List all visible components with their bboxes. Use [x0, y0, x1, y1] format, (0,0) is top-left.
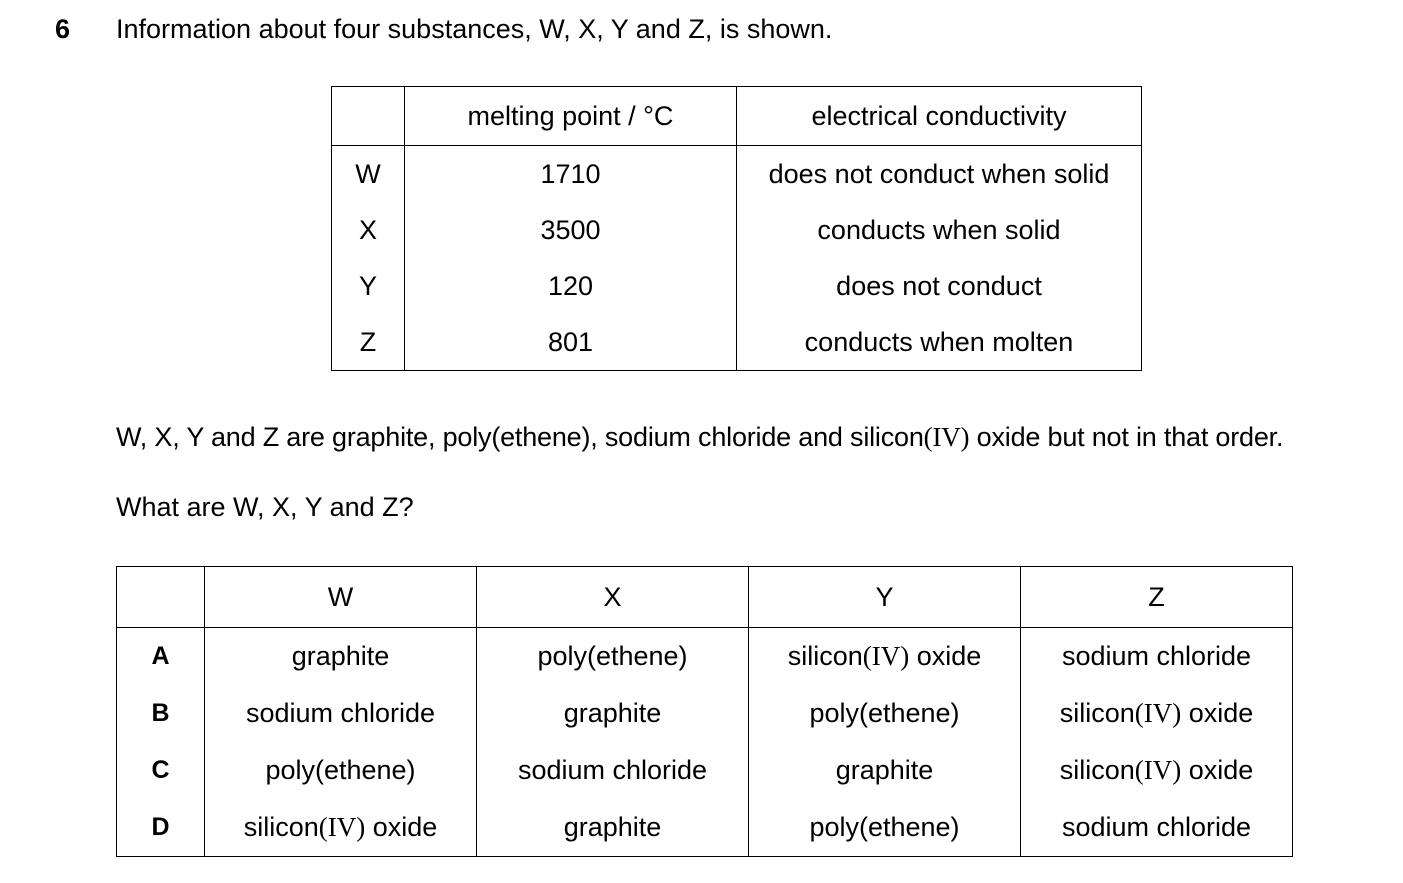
roman-numeral: (IV)	[1134, 755, 1182, 785]
melting-point-cell: 3500	[405, 202, 737, 258]
header-x: X	[477, 567, 749, 628]
cell-text: oxide	[909, 641, 982, 671]
header-blank	[117, 567, 205, 628]
option-cell: sodium chloride	[477, 742, 749, 799]
option-cell: sodium chloride	[1021, 628, 1293, 686]
table-row	[332, 146, 1142, 203]
substance-cell: Z	[332, 314, 405, 371]
question-number: 6	[55, 14, 71, 44]
option-cell: poly(ethene)	[477, 628, 749, 686]
option-cell: poly(ethene)	[205, 742, 477, 799]
conductivity-cell: conducts when molten	[737, 314, 1142, 371]
roman-numeral: (IV)	[862, 641, 910, 671]
cell-text: oxide	[365, 812, 438, 842]
option-cell: graphite	[205, 628, 477, 686]
question-statement	[116, 422, 1283, 453]
option-row-d[interactable]	[117, 799, 1293, 857]
table-row	[332, 314, 1142, 371]
cell-text: oxide	[1181, 698, 1254, 728]
cell-text: silicon	[1059, 755, 1135, 785]
option-key[interactable]: C	[117, 742, 205, 799]
substance-cell: W	[332, 146, 405, 203]
table-header-row	[332, 87, 1142, 146]
cell-text: silicon	[243, 812, 319, 842]
melting-point-cell: 1710	[405, 146, 737, 203]
option-cell	[1021, 742, 1293, 799]
properties-table	[331, 86, 1142, 371]
option-row-a[interactable]	[117, 628, 1293, 686]
substance-cell: Y	[332, 258, 405, 314]
conductivity-cell: does not conduct	[737, 258, 1142, 314]
roman-numeral: (IV)	[318, 812, 366, 842]
substance-cell: X	[332, 202, 405, 258]
header-blank	[332, 87, 405, 146]
conductivity-cell: conducts when solid	[737, 202, 1142, 258]
melting-point-cell: 801	[405, 314, 737, 371]
options-table	[116, 566, 1293, 857]
option-cell: sodium chloride	[1021, 799, 1293, 857]
statement-text: W, X, Y and Z are graphite, poly(ethene), sodium chloride and silicon	[116, 422, 924, 452]
cell-text: oxide	[1181, 755, 1254, 785]
table-row	[332, 258, 1142, 314]
option-row-c[interactable]	[117, 742, 1293, 799]
option-cell	[205, 799, 477, 857]
conductivity-cell: does not conduct when solid	[737, 146, 1142, 203]
option-cell	[749, 628, 1021, 686]
option-cell: graphite	[477, 685, 749, 742]
option-row-b[interactable]	[117, 685, 1293, 742]
header-w: W	[205, 567, 477, 628]
option-cell	[1021, 685, 1293, 742]
question-intro: Information about four substances, W, X, Y and Z, is shown.	[116, 14, 833, 44]
option-key[interactable]: A	[117, 628, 205, 686]
header-conductivity: electrical conductivity	[737, 87, 1142, 146]
option-cell: graphite	[749, 742, 1021, 799]
statement-text: oxide but not in that order.	[969, 422, 1284, 452]
option-cell: sodium chloride	[205, 685, 477, 742]
option-cell: poly(ethene)	[749, 685, 1021, 742]
option-cell: graphite	[477, 799, 749, 857]
option-key[interactable]: D	[117, 799, 205, 857]
question-prompt: What are W, X, Y and Z?	[116, 492, 414, 522]
header-z: Z	[1021, 567, 1293, 628]
table-header-row	[117, 567, 1293, 628]
roman-numeral: (IV)	[1134, 698, 1182, 728]
roman-numeral: (IV)	[923, 422, 970, 452]
melting-point-cell: 120	[405, 258, 737, 314]
option-key[interactable]: B	[117, 685, 205, 742]
header-y: Y	[749, 567, 1021, 628]
option-cell: poly(ethene)	[749, 799, 1021, 857]
table-row	[332, 202, 1142, 258]
cell-text: silicon	[1059, 698, 1135, 728]
header-melting-point: melting point / °C	[405, 87, 737, 146]
cell-text: silicon	[787, 641, 863, 671]
